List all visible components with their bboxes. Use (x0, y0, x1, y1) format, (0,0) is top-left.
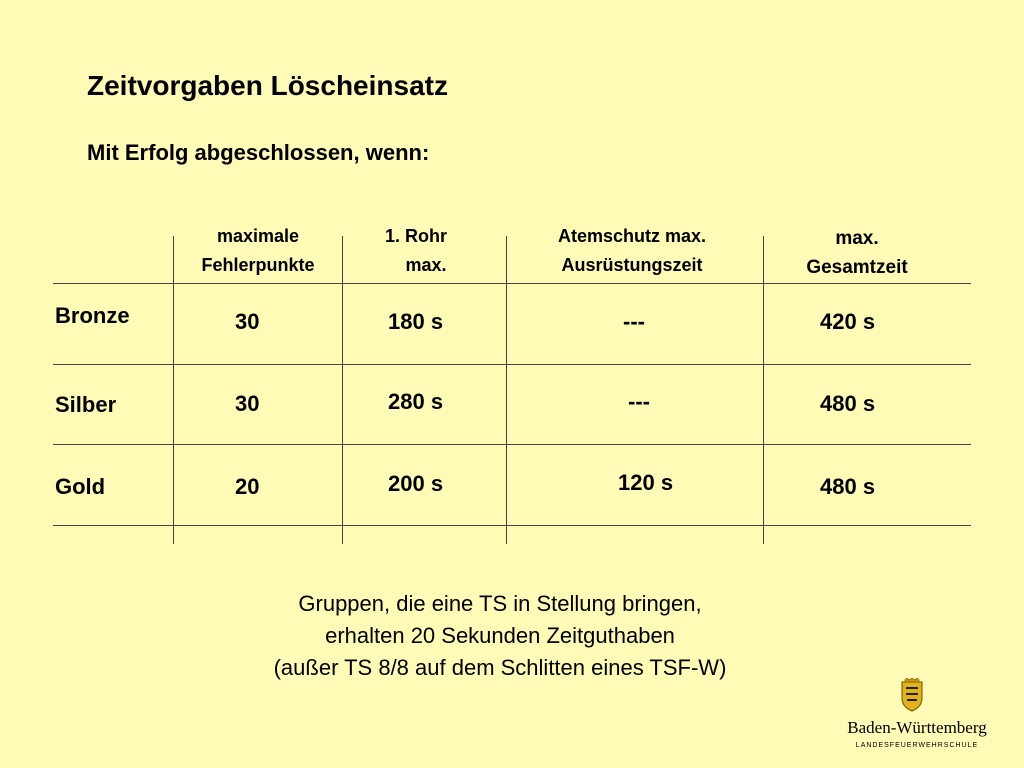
page-title: Zeitvorgaben Löscheinsatz (87, 70, 448, 101)
cell-gesamtzeit: 480 s (820, 391, 876, 416)
header-line: Ausrüstungszeit (561, 255, 703, 275)
header-rohr (356, 222, 476, 280)
footnote-line: Gruppen, die eine TS in Stellung bringen, (298, 591, 702, 616)
page-subtitle: Mit Erfolg abgeschlossen, wenn: (87, 140, 430, 165)
row-label: Gold (55, 474, 106, 499)
header-line: max. (405, 255, 447, 275)
header-line: Atemschutz max. (557, 226, 707, 246)
cell-atemschutz: --- (628, 389, 650, 414)
cell-fehlerpunkte: 30 (235, 309, 260, 334)
header-line: Gesamtzeit (806, 257, 908, 278)
cell-rohr: 200 s (388, 471, 444, 496)
cell-rohr: 180 s (388, 309, 444, 334)
table-rule (53, 283, 971, 284)
logo-name: Baden-Württemberg (847, 718, 987, 737)
cell-fehlerpunkte: 30 (235, 391, 260, 416)
coat-of-arms-icon (899, 678, 925, 712)
cell-gesamtzeit: 480 s (820, 474, 876, 499)
table-rule (53, 525, 971, 526)
state-logo (832, 678, 1002, 758)
footnote (150, 588, 850, 684)
cell-gesamtzeit: 420 s (820, 309, 876, 334)
footnote-line: (außer TS 8/8 auf dem Schlitten eines TSF-W) (273, 655, 727, 680)
header-fehlerpunkte (170, 222, 346, 280)
column-divider (342, 236, 343, 544)
footnote-line: erhalten 20 Sekunden Zeitguthaben (325, 623, 675, 648)
row-label: Silber (55, 392, 117, 417)
cell-fehlerpunkte: 20 (235, 474, 260, 499)
table-rule (53, 364, 971, 365)
column-divider (506, 236, 507, 544)
header-line: Fehlerpunkte (201, 255, 315, 275)
table-rule (53, 444, 971, 445)
header-line: max. (835, 228, 879, 249)
header-line: maximale (216, 226, 300, 246)
column-divider (763, 236, 764, 544)
cell-atemschutz: 120 s (618, 470, 674, 495)
row-label: Bronze (55, 303, 130, 328)
header-line: 1. Rohr (384, 226, 447, 246)
cell-atemschutz: --- (623, 309, 645, 334)
header-atemschutz (512, 222, 752, 280)
header-gesamtzeit (772, 224, 942, 282)
logo-subtitle: LANDESFEUERWEHRSCHULE (855, 742, 979, 749)
cell-rohr: 280 s (388, 389, 444, 414)
column-divider (173, 236, 174, 544)
